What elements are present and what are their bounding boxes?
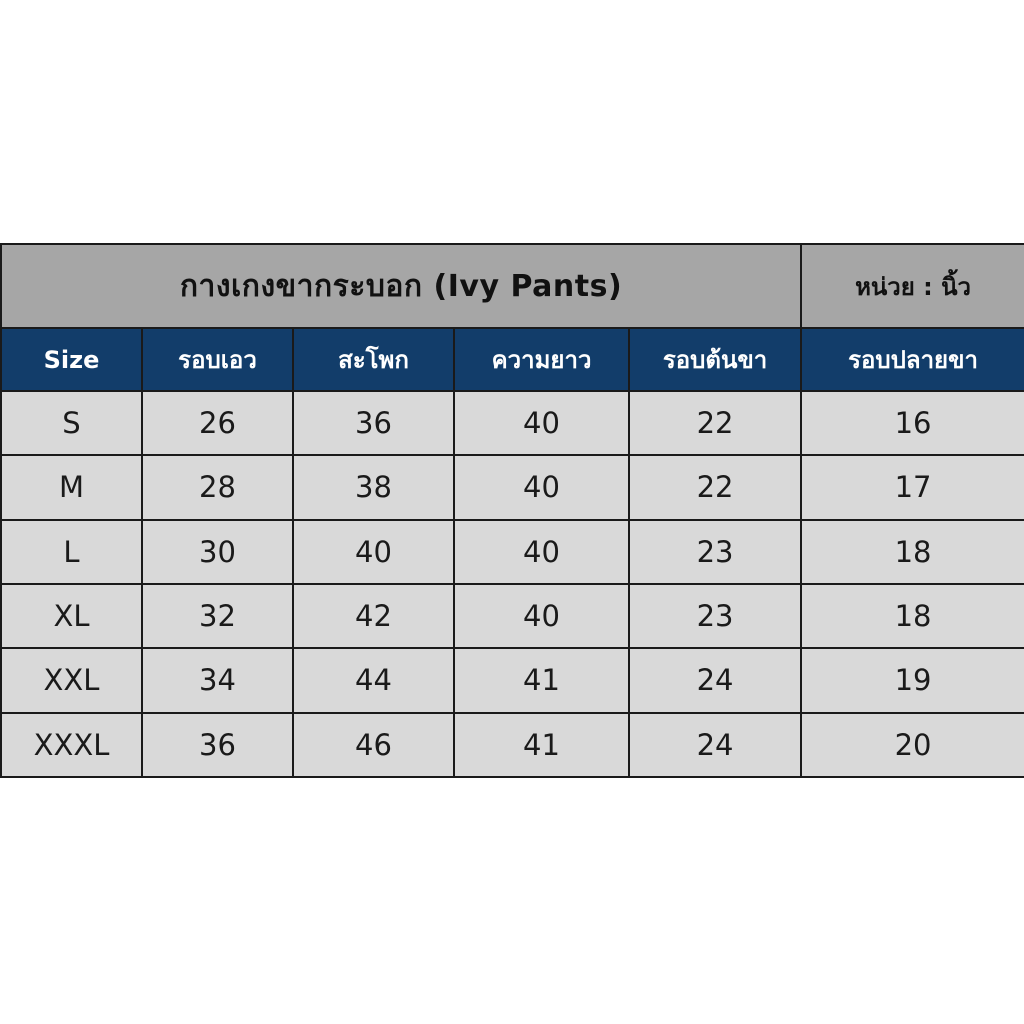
table-row [1,648,1024,712]
thigh-cell: 23 [629,584,801,648]
length-cell: 40 [454,520,629,584]
hip-cell: 44 [293,648,454,712]
size-cell: M [1,455,142,519]
header-row [1,328,1024,390]
size-cell: XXL [1,648,142,712]
length-cell: 40 [454,391,629,455]
length-cell: 41 [454,648,629,712]
waist-cell: 32 [142,584,293,648]
thigh-cell: 23 [629,520,801,584]
waist-cell: 30 [142,520,293,584]
size-cell: L [1,520,142,584]
title-row [1,244,1024,328]
leg-opening-cell: 20 [801,713,1024,777]
table-row [1,455,1024,519]
column-header-length: ความยาว [454,328,629,390]
chart-title: กางเกงขากระบอก (Ivy Pants) [1,244,801,328]
waist-cell: 28 [142,455,293,519]
leg-opening-cell: 16 [801,391,1024,455]
thigh-cell: 24 [629,713,801,777]
table-row [1,520,1024,584]
waist-cell: 36 [142,713,293,777]
column-header-leg-opening: รอบปลายขา [801,328,1024,390]
thigh-cell: 22 [629,391,801,455]
hip-cell: 42 [293,584,454,648]
thigh-cell: 22 [629,455,801,519]
table-row [1,584,1024,648]
column-header-waist: รอบเอว [142,328,293,390]
size-cell: XL [1,584,142,648]
length-cell: 40 [454,455,629,519]
leg-opening-cell: 18 [801,520,1024,584]
leg-opening-cell: 18 [801,584,1024,648]
leg-opening-cell: 17 [801,455,1024,519]
hip-cell: 36 [293,391,454,455]
size-chart-table [0,243,1024,778]
size-cell: S [1,391,142,455]
thigh-cell: 24 [629,648,801,712]
table-row [1,713,1024,777]
length-cell: 41 [454,713,629,777]
column-header-thigh: รอบต้นขา [629,328,801,390]
unit-label: หน่วย : นิ้ว [801,244,1024,328]
table-row [1,391,1024,455]
waist-cell: 26 [142,391,293,455]
leg-opening-cell: 19 [801,648,1024,712]
hip-cell: 40 [293,520,454,584]
hip-cell: 38 [293,455,454,519]
length-cell: 40 [454,584,629,648]
hip-cell: 46 [293,713,454,777]
column-header-size: Size [1,328,142,390]
waist-cell: 34 [142,648,293,712]
size-cell: XXXL [1,713,142,777]
column-header-hip: สะโพก [293,328,454,390]
